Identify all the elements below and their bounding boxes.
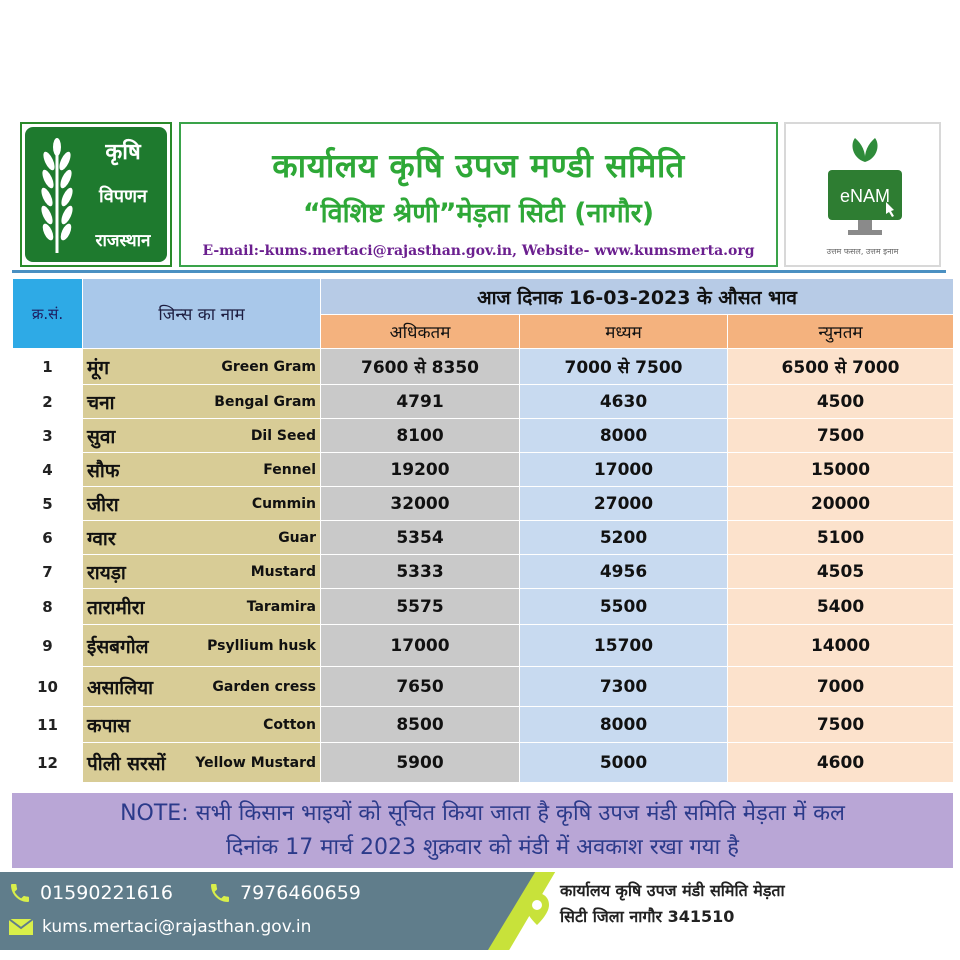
commodity-hindi: मूंग — [87, 356, 110, 379]
cell-max-price: 4791 — [321, 385, 520, 419]
cell-commodity — [83, 707, 321, 743]
cell-mid-price: 27000 — [520, 487, 728, 521]
cell-sn: 8 — [13, 589, 83, 625]
cell-mid-price: 5500 — [520, 589, 728, 625]
cell-commodity — [83, 349, 321, 385]
cell-max-price: 5354 — [321, 521, 520, 555]
cell-mid-price: 5200 — [520, 521, 728, 555]
note-line1: NOTE: सभी किसान भाइयों को सूचित किया जाता है कृषि उपज मंडी समिति मेड़ता में कल — [120, 801, 845, 826]
table-row — [13, 589, 954, 625]
cell-min-price: 7500 — [728, 707, 954, 743]
table-row — [13, 555, 954, 589]
col-header-sn: क्र.सं. — [13, 279, 83, 349]
page-title: कार्यालय कृषि उपज मण्डी समिति — [272, 146, 685, 185]
cell-sn: 12 — [13, 743, 83, 783]
address-line2: सिटी जिला नागौर 341510 — [560, 907, 735, 926]
table-row — [13, 521, 954, 555]
commodity-hindi: चना — [87, 391, 115, 414]
title-box — [179, 122, 778, 267]
table-row — [13, 625, 954, 667]
commodity-hindi: ईसबगोल — [87, 635, 149, 658]
email-address: kums.mertaci@rajasthan.gov.in — [42, 917, 312, 937]
cell-mid-price: 5000 — [520, 743, 728, 783]
phone-icon — [208, 881, 232, 905]
phone-2-number: 7976460659 — [240, 882, 361, 904]
location-pin-icon — [524, 892, 550, 926]
commodity-english: Bengal Gram — [214, 393, 316, 410]
enam-monitor-icon — [822, 132, 908, 242]
cell-mid-price: 7300 — [520, 667, 728, 707]
phone-icon — [8, 881, 32, 905]
commodity-hindi: जीरा — [87, 493, 119, 516]
cell-max-price: 8100 — [321, 419, 520, 453]
cell-max-price: 7650 — [321, 667, 520, 707]
cell-min-price: 7500 — [728, 419, 954, 453]
cell-min-price: 7000 — [728, 667, 954, 707]
note-line2: दिनांक 17 मार्च 2023 शुक्रवार को मंडी में अवकाश रखा गया है — [226, 835, 739, 860]
cell-min-price: 4500 — [728, 385, 954, 419]
cell-mid-price: 17000 — [520, 453, 728, 487]
cell-sn: 4 — [13, 453, 83, 487]
commodity-hindi: सुवा — [87, 425, 116, 448]
cell-sn: 9 — [13, 625, 83, 667]
header-divider — [12, 270, 946, 273]
cell-commodity — [83, 625, 321, 667]
logo-left-line1: कृषि — [105, 140, 141, 165]
commodity-hindi: पीली सरसों — [87, 752, 166, 775]
table-row — [13, 487, 954, 521]
commodity-english: Garden cress — [212, 678, 316, 695]
office-address — [560, 878, 940, 930]
commodity-hindi: कपास — [87, 714, 131, 737]
commodity-english: Psyllium husk — [207, 637, 316, 654]
table-row — [13, 385, 954, 419]
cell-min-price: 15000 — [728, 453, 954, 487]
cell-mid-price: 4956 — [520, 555, 728, 589]
cell-sn: 2 — [13, 385, 83, 419]
cell-mid-price: 8000 — [520, 419, 728, 453]
cell-min-price: 14000 — [728, 625, 954, 667]
commodity-english: Fennel — [263, 461, 316, 478]
cell-min-price: 5100 — [728, 521, 954, 555]
cell-mid-price: 8000 — [520, 707, 728, 743]
col-header-max: अधिकतम — [321, 315, 520, 349]
commodity-english: Green Gram — [221, 358, 316, 375]
cell-sn: 7 — [13, 555, 83, 589]
cell-min-price: 20000 — [728, 487, 954, 521]
logo-left-background — [25, 127, 167, 262]
cell-sn: 6 — [13, 521, 83, 555]
cell-mid-price: 15700 — [520, 625, 728, 667]
cell-min-price: 5400 — [728, 589, 954, 625]
enam-tagline: उत्तम फसल, उत्तम इनाम — [826, 247, 899, 256]
cell-sn: 3 — [13, 419, 83, 453]
cell-sn: 11 — [13, 707, 83, 743]
date-header: आज दिनाक 16-03-2023 के औसत भाव — [321, 279, 954, 315]
cell-sn: 10 — [13, 667, 83, 707]
cell-commodity — [83, 521, 321, 555]
cell-commodity — [83, 487, 321, 521]
table-row — [13, 743, 954, 783]
col-header-name: जिन्स का नाम — [83, 279, 321, 349]
cell-max-price: 8500 — [321, 707, 520, 743]
cell-commodity — [83, 589, 321, 625]
wheat-icon — [31, 135, 83, 255]
cell-max-price: 5333 — [321, 555, 520, 589]
cell-min-price: 6500 से 7000 — [728, 349, 954, 385]
table-row — [13, 707, 954, 743]
address-line1: कार्यालय कृषि उपज मंडी समिति मेड़ता — [560, 881, 785, 900]
phone-2[interactable] — [208, 881, 361, 905]
cell-sn: 5 — [13, 487, 83, 521]
commodity-english: Yellow Mustard — [195, 754, 316, 771]
email-link[interactable] — [8, 917, 311, 937]
logo-left-line3: राजस्थान — [95, 231, 151, 251]
enam-logo — [784, 122, 941, 267]
table-row — [13, 349, 954, 385]
cell-min-price: 4600 — [728, 743, 954, 783]
cell-max-price: 5575 — [321, 589, 520, 625]
cell-mid-price: 4630 — [520, 385, 728, 419]
holiday-note — [12, 793, 953, 868]
mail-icon — [8, 917, 34, 937]
cell-max-price: 32000 — [321, 487, 520, 521]
col-header-min: न्युनतम — [728, 315, 954, 349]
cell-commodity — [83, 453, 321, 487]
price-table — [12, 278, 954, 783]
commodity-english: Cummin — [251, 495, 316, 512]
cell-max-price: 19200 — [321, 453, 520, 487]
cell-sn: 1 — [13, 349, 83, 385]
cell-commodity — [83, 743, 321, 783]
cell-max-price: 5900 — [321, 743, 520, 783]
phone-1[interactable] — [8, 881, 173, 905]
page-subtitle: “विशिष्ट श्रेणी”मेड़ता सिटी (नागौर) — [302, 198, 655, 229]
cell-max-price: 7600 से 8350 — [321, 349, 520, 385]
table-row — [13, 453, 954, 487]
cell-min-price: 4505 — [728, 555, 954, 589]
col-header-mid: मध्यम — [520, 315, 728, 349]
cell-commodity — [83, 419, 321, 453]
commodity-hindi: ग्वार — [87, 527, 116, 550]
enam-brand-text: eNAM — [839, 186, 891, 206]
krishi-vipanan-logo — [20, 122, 172, 267]
cell-max-price: 17000 — [321, 625, 520, 667]
cell-commodity — [83, 667, 321, 707]
commodity-hindi: रायड़ा — [87, 561, 126, 584]
logo-left-line2: विपणन — [99, 186, 147, 207]
contact-line: E-mail:-kums.mertaci@rajasthan.gov.in, Website- www.kumsmerta.org — [202, 243, 755, 259]
commodity-english: Cotton — [263, 716, 316, 733]
cell-commodity — [83, 555, 321, 589]
commodity-english: Taramira — [246, 598, 316, 615]
commodity-english: Mustard — [250, 563, 316, 580]
commodity-hindi: तारामीरा — [87, 596, 145, 619]
commodity-hindi: असालिया — [87, 676, 154, 699]
commodity-hindi: सौफ — [87, 459, 120, 482]
phone-1-number: 01590221616 — [40, 882, 173, 904]
cell-mid-price: 7000 से 7500 — [520, 349, 728, 385]
commodity-english: Guar — [278, 529, 316, 546]
table-row — [13, 667, 954, 707]
table-row — [13, 419, 954, 453]
cell-commodity — [83, 385, 321, 419]
commodity-english: Dil Seed — [250, 427, 316, 444]
